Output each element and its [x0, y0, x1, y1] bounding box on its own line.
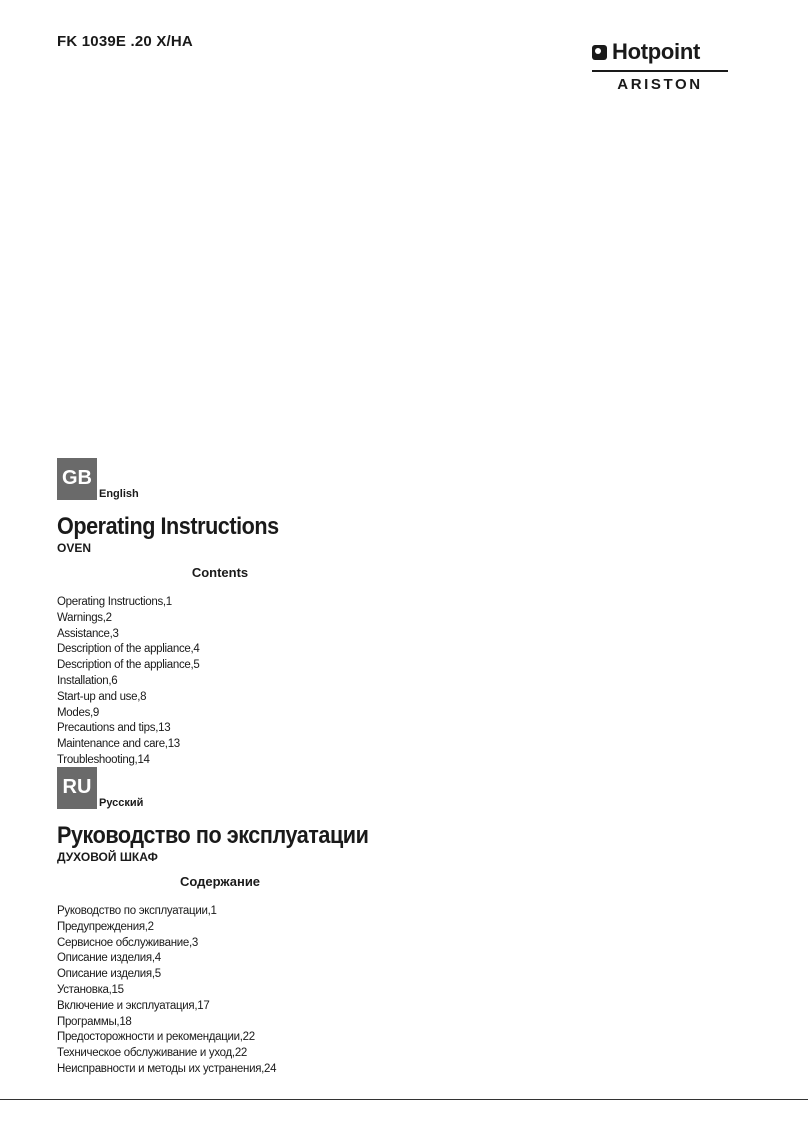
document-title: Operating Instructions [57, 513, 279, 540]
toc-item[interactable]: Assistance,3 [57, 627, 119, 640]
table-of-contents [57, 595, 437, 769]
toc-item[interactable]: Installation,6 [57, 674, 118, 687]
hotpoint-logo-icon [592, 45, 607, 60]
language-code-badge: GB [57, 458, 97, 500]
toc-item[interactable]: Description of the appliance,4 [57, 643, 200, 656]
toc-item[interactable]: Troubleshooting,14 [57, 753, 150, 766]
contents-heading: Содержание [179, 874, 261, 889]
toc-item[interactable]: Неисправности и методы их устранения,24 [57, 1062, 277, 1075]
product-type: ДУХОВОЙ ШКАФ [57, 850, 158, 864]
language-code-badge: RU [57, 767, 97, 809]
section-english [57, 458, 437, 769]
table-of-contents [57, 904, 437, 1078]
toc-item[interactable]: Программы,18 [57, 1015, 132, 1028]
toc-item[interactable]: Предосторожности и рекомендации,22 [57, 1031, 255, 1044]
toc-item[interactable]: Включение и эксплуатация,17 [57, 999, 210, 1012]
toc-item[interactable]: Установка,15 [57, 983, 124, 996]
toc-item[interactable]: Предупреждения,2 [57, 920, 154, 933]
language-badge-row [57, 767, 437, 809]
document-title: Руководство по эксплуатации [57, 822, 369, 849]
brand-divider [592, 70, 728, 72]
toc-item[interactable]: Техническое обслуживание и уход,22 [57, 1047, 248, 1060]
toc-item[interactable]: Руководство по эксплуатации,1 [57, 905, 217, 917]
product-type: OVEN [57, 541, 92, 555]
toc-item[interactable]: Description of the appliance,5 [57, 659, 200, 672]
toc-item[interactable]: Start-up and use,8 [57, 690, 147, 703]
language-name: English [99, 488, 139, 500]
brand-name: Hotpoint [612, 39, 701, 64]
toc-item[interactable]: Warnings,2 [57, 611, 112, 624]
toc-item[interactable]: Описание изделия,5 [57, 968, 161, 981]
language-badge-row [57, 458, 437, 500]
brand-sub: ARISTON [617, 76, 703, 93]
toc-item[interactable]: Описание изделия,4 [57, 952, 161, 965]
contents-heading: Contents [191, 565, 249, 580]
page-bottom-rule [0, 1099, 808, 1100]
language-name: Русский [99, 797, 144, 809]
toc-item[interactable]: Precautions and tips,13 [57, 722, 171, 735]
toc-item[interactable]: Maintenance and care,13 [57, 738, 180, 751]
toc-item[interactable]: Operating Instructions,1 [57, 596, 172, 608]
toc-item[interactable]: Сервисное обслуживание,3 [57, 936, 198, 949]
brand-logo [592, 40, 728, 94]
model-number: FK 1039E .20 X/HA [57, 33, 193, 50]
section-russian [57, 767, 437, 1078]
toc-item[interactable]: Modes,9 [57, 706, 100, 719]
